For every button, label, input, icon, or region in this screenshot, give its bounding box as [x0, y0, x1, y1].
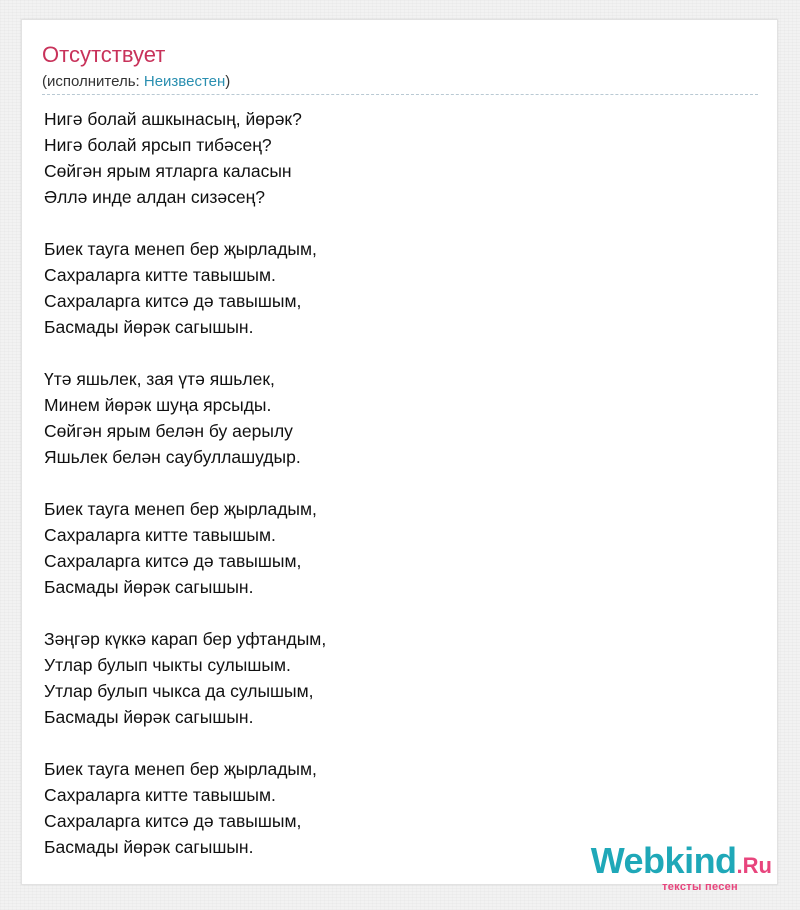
artist-link[interactable]: Неизвестен [143, 73, 226, 90]
lyric-line: Сахраларга китте тавышым. [44, 525, 276, 545]
song-title: Отсутствует [42, 42, 166, 67]
stanza-1 [44, 106, 744, 210]
lyric-line: Биек тауга менеп бер җырладым, [44, 239, 317, 259]
lyric-line: Биек тауга менеп бер җырладым, [44, 499, 317, 519]
lyrics-card [21, 19, 778, 885]
watermark-tld: .Ru [736, 853, 772, 878]
watermark-brand: Webkind [590, 840, 737, 881]
lyric-line: Утлар булып чыкты сулышым. [44, 655, 291, 675]
lyric-line: Басмады йөрәк сагышын. [44, 317, 254, 337]
lyric-line: Минем йөрәк шуңа ярсыды. [44, 395, 272, 415]
title-divider [42, 94, 758, 95]
lyric-line: Сөйгән ярым ятларга каласын [44, 161, 292, 181]
artist-prefix: (исполнитель: [42, 73, 144, 90]
stanza-4 [44, 496, 744, 600]
lyric-line: Әллә инде алдан сизәсең? [44, 187, 266, 207]
lyric-line: Сахраларга китсә дә тавышым, [44, 291, 302, 311]
artist-line [42, 73, 230, 91]
lyric-line: Биек тауга менеп бер җырладым, [44, 759, 317, 779]
stanza-3 [44, 366, 744, 470]
lyric-line: Сөйгән ярым белән бу аерылу [44, 421, 293, 441]
lyrics-body [44, 106, 744, 886]
lyric-line: Басмады йөрәк сагышын. [44, 577, 254, 597]
lyric-line: Утлар булып чыкса да сулышым, [44, 681, 314, 701]
lyric-line: Сахраларга китсә дә тавышым, [44, 811, 302, 831]
lyric-line: Сахраларга китте тавышым. [44, 265, 276, 285]
stanza-5 [44, 626, 744, 730]
lyric-line: Яшьлек белән саубуллашудыр. [44, 447, 301, 467]
lyric-line: Нигә болай ашкынасың, йөрәк? [44, 109, 302, 129]
lyric-line: Сахраларга китте тавышым. [44, 785, 276, 805]
stanza-2 [44, 236, 744, 340]
lyric-line: Сахраларга китсә дә тавышым, [44, 551, 302, 571]
lyric-line: Басмады йөрәк сагышын. [44, 837, 254, 857]
webkind-watermark [590, 840, 772, 893]
artist-suffix: ) [225, 73, 231, 90]
watermark-tagline: тексты песен [662, 881, 738, 893]
lyric-line: Зәңгәр күккә карап бер уфтандым, [44, 629, 327, 649]
lyric-line: Үтә яшьлек, зая үтә яшьлек, [44, 369, 275, 389]
lyric-line: Нигә болай ярсып тибәсең? [44, 135, 272, 155]
lyric-line: Басмады йөрәк сагышын. [44, 707, 254, 727]
